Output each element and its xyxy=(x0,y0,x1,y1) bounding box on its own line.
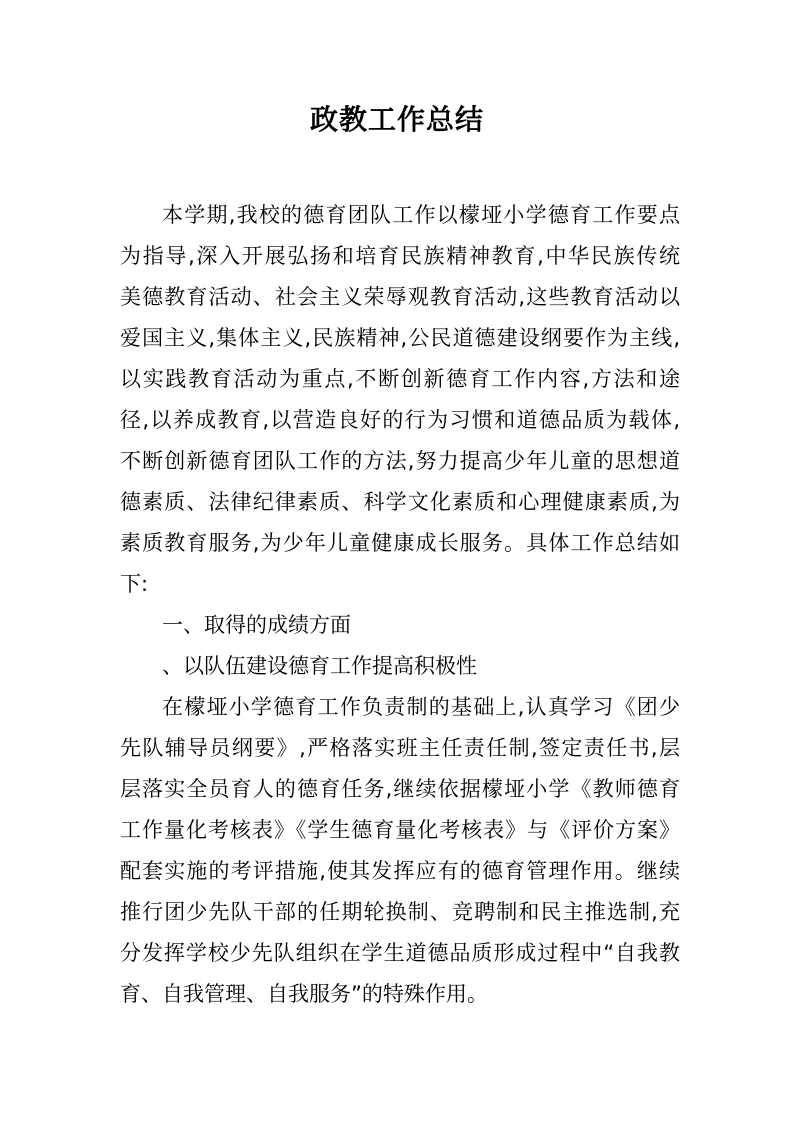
paragraph-line: 德素质、法律纪律素质、科学文化素质和心理健康素质,为 xyxy=(120,490,680,514)
paragraph-line: 推行团少先队干部的任期轮换制、竞聘制和民主推选制,充 xyxy=(120,900,680,924)
paragraph-line: 以实践教育活动为重点,不断创新德育工作内容,方法和途 xyxy=(120,367,680,391)
paragraph-line: 分发挥学校少先队组织在学生道德品质形成过程中“自我教 xyxy=(120,941,680,965)
paragraph-line: 工作量化考核表》《学生德育量化考核表》与《评价方案》 xyxy=(120,818,680,842)
paragraph-line: 径,以养成教育,以营造良好的行为习惯和道德品质为载体, xyxy=(120,408,680,432)
section-heading: 一、取得的成绩方面 xyxy=(162,613,351,637)
paragraph-line: 先队辅导员纲要》,严格落实班主任责任制,签定责任书,层 xyxy=(120,736,680,760)
paragraph-line: 配套实施的考评措施,使其发挥应有的德育管理作用。继续 xyxy=(120,859,680,883)
paragraph-line: 素质教育服务,为少年儿童健康成长服务。具体工作总结如 xyxy=(120,531,680,555)
paragraph-line: 育、自我管理、自我服务”的特殊作用。 xyxy=(120,982,488,1006)
paragraph-line: 不断创新德育团队工作的方法,努力提高少年儿童的思想道 xyxy=(120,449,680,473)
document-title: 政教工作总结 xyxy=(309,103,484,136)
paragraph-line: 美德教育活动、社会主义荣辱观教育活动,这些教育活动以 xyxy=(120,285,680,309)
paragraph-line: 为指导,深入开展弘扬和培育民族精神教育,中华民族传统 xyxy=(120,244,680,268)
paragraph-line: 层落实全员育人的德育任务,继续依据檬垭小学《教师德育 xyxy=(120,777,680,801)
paragraph-line: 本学期,我校的德育团队工作以檬垭小学德育工作要点 xyxy=(162,203,680,227)
paragraph-line: 在檬垭小学德育工作负责制的基础上,认真学习《团少 xyxy=(162,695,680,719)
paragraph-line: 爱国主义,集体主义,民族精神,公民道德建设纲要作为主线, xyxy=(120,326,680,350)
paragraph-line: 下: xyxy=(120,572,149,596)
subsection-heading: 、以队伍建设德育工作提高积极性 xyxy=(162,654,477,678)
